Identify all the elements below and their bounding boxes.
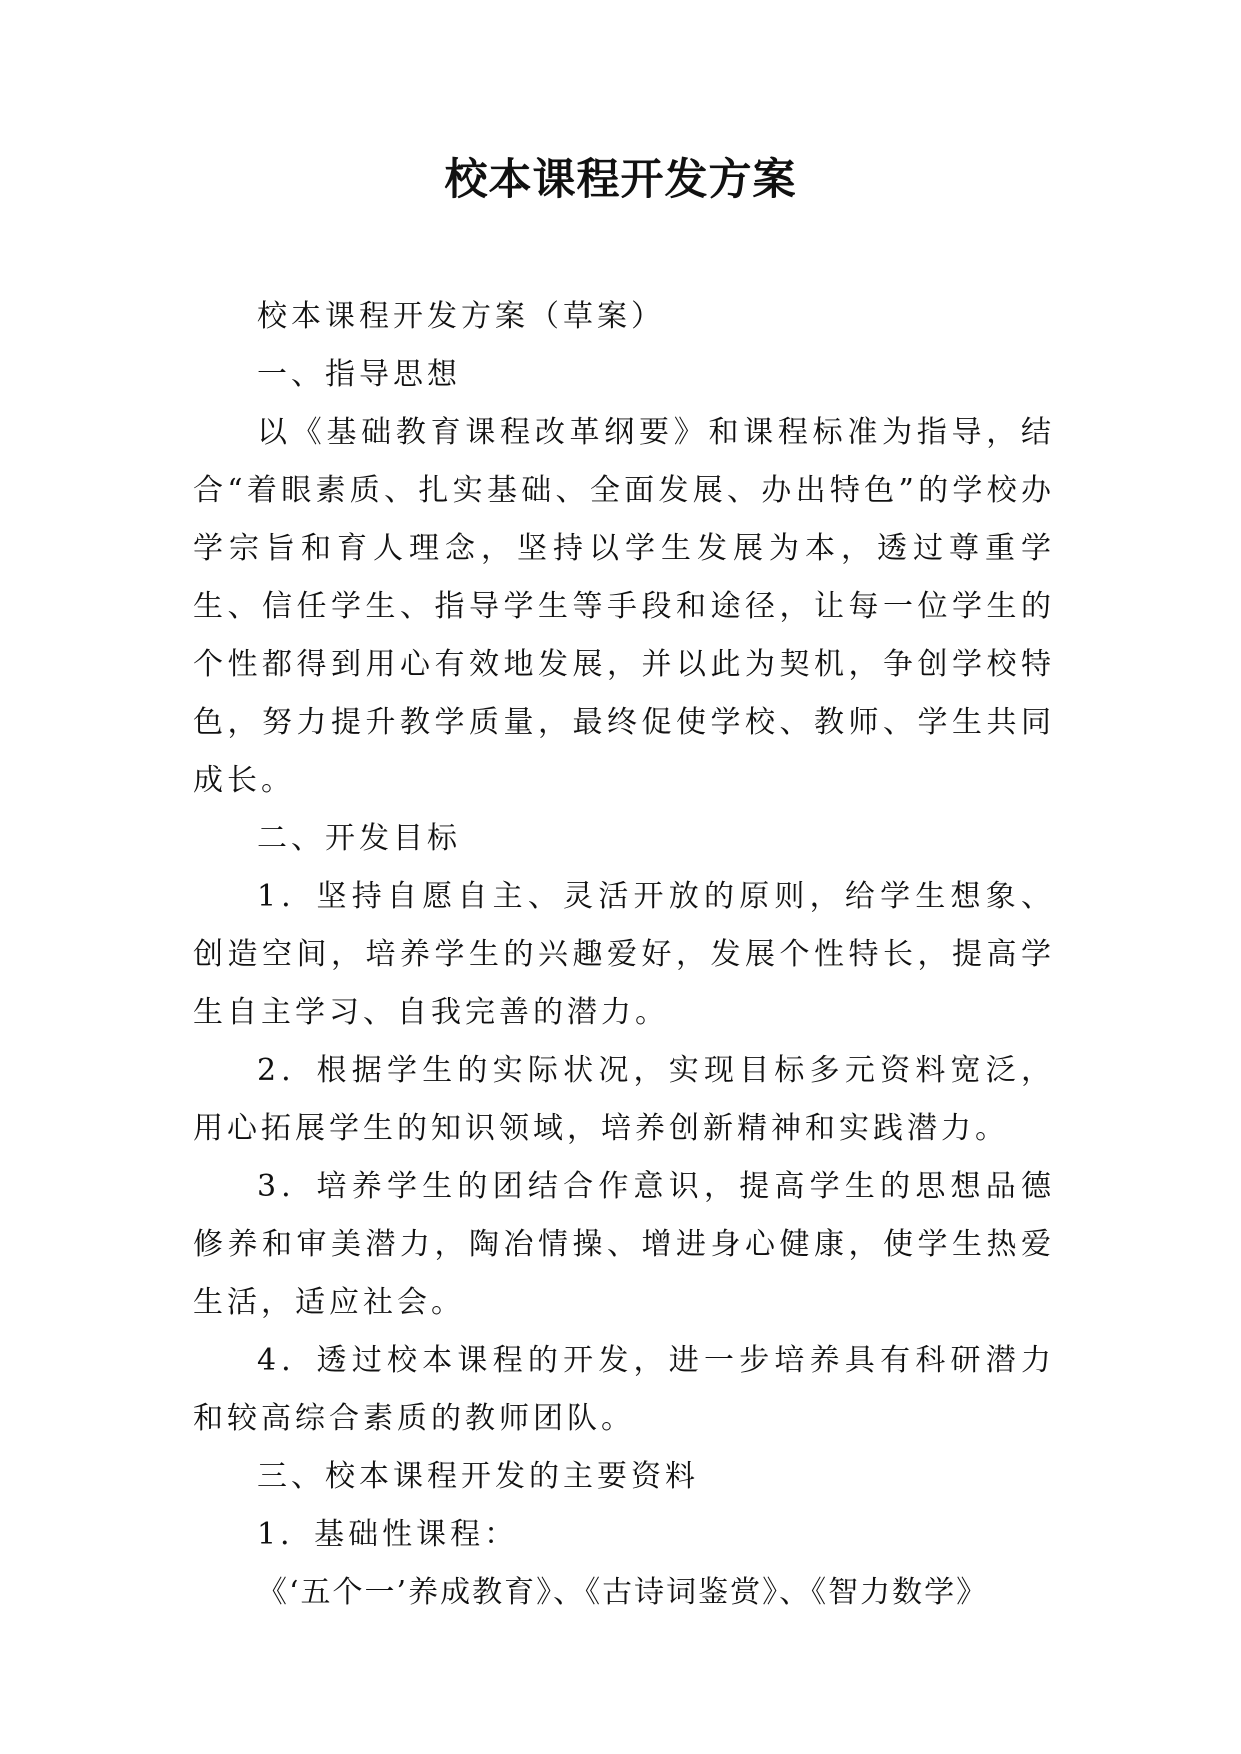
section-heading-development-goals: 二、开发目标 <box>257 821 461 856</box>
document-body <box>193 288 1055 1622</box>
paragraph-guiding-ideology: 以《基础教育课程改革纲要》和课程标准为指导，结合“着眼素质、扎实基础、全面发展、办出特色”的学校办学宗旨和育人理念，坚持以学生发展为本，透过尊重学生、信任学生、指导学生等手段和途径，让每一位学生的个性都得到用心有效地发展，并以此为契机，争创学校特色，努力提升教学质量，最终促使学校、教师、学生共同成长。 <box>193 415 1055 798</box>
subheading-basic-courses: 1．基础性课程： <box>257 1517 519 1552</box>
goal-item-1: 1．坚持自愿自主、灵活开放的原则，给学生想象、创造空间，培养学生的兴趣爱好，发展个性特长，提高学生自主学习、自我完善的潜力。 <box>193 879 1055 1030</box>
basic-courses-list: 《‘五个一’养成教育》、《古诗词鉴赏》、《智力数学》 <box>257 1575 989 1610</box>
draft-heading: 校本课程开发方案（草案） <box>257 299 665 334</box>
section-heading-guiding-ideology: 一、指导思想 <box>257 357 461 392</box>
document-title: 校本课程开发方案 <box>444 155 797 205</box>
goal-item-3: 3．培养学生的团结合作意识，提高学生的思想品德修养和审美潜力，陶冶情操、增进身心健康，使学生热爱生活，适应社会。 <box>193 1169 1055 1320</box>
goal-item-2: 2．根据学生的实际状况，实现目标多元资料宽泛，用心拓展学生的知识领域，培养创新精神和实践潜力。 <box>193 1053 1055 1146</box>
goal-item-4: 4．透过校本课程的开发，进一步培养具有科研潜力和较高综合素质的教师团队。 <box>193 1343 1055 1436</box>
section-heading-main-materials: 三、校本课程开发的主要资料 <box>257 1459 699 1494</box>
